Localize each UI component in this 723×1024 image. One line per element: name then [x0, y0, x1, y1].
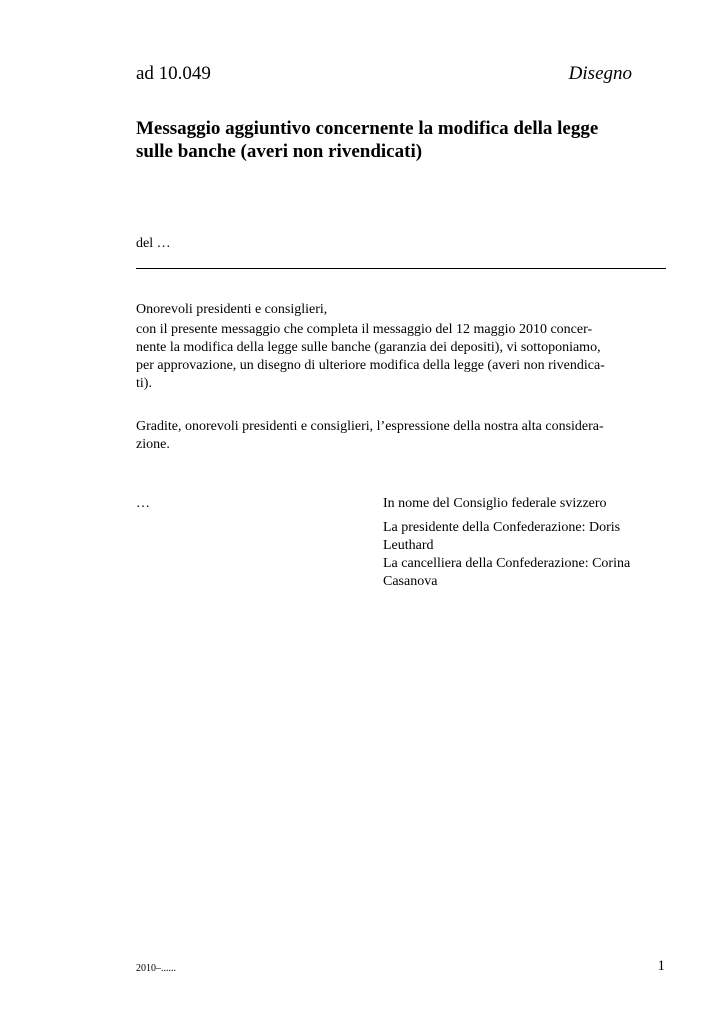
paragraph-line: per approvazione, un disegno di ulteriore modifica della legge (averi non rivendica-	[136, 358, 605, 373]
document-type-label: Disegno	[568, 63, 632, 84]
page-number: 1	[657, 958, 665, 974]
horizontal-rule	[136, 268, 666, 269]
signature-line: La cancelliera della Confederazione: Corina	[383, 556, 631, 571]
signature-council: In nome del Consiglio federale svizzero	[383, 496, 607, 511]
signature-chancellor	[383, 555, 666, 591]
signature-president	[383, 519, 666, 555]
signature-place-date: …	[136, 496, 150, 511]
paragraph-line: Gradite, onorevoli presidenti e consiglieri, l’espressione della nostra alta considera-	[136, 419, 604, 434]
date-line: del …	[136, 236, 171, 251]
paragraph-line: con il presente messaggio che completa il messaggio del 12 maggio 2010 concer-	[136, 322, 593, 337]
document-title	[136, 117, 656, 163]
paragraph-line: zione.	[136, 437, 170, 452]
footer-code: 2010–......	[136, 963, 176, 974]
paragraph-line: nente la modifica della legge sulle banche (garanzia dei depositi), vi sottoponiamo,	[136, 340, 601, 355]
paragraph-closing	[136, 418, 666, 454]
signature-line: Leuthard	[383, 538, 434, 553]
document-reference: ad 10.049	[136, 63, 211, 84]
signature-line: La presidente della Confederazione: Doris	[383, 520, 621, 535]
document-title-line: sulle banche (averi non rivendicati)	[136, 141, 423, 162]
document-title-line: Messaggio aggiuntivo concernente la modifica della legge	[136, 118, 599, 139]
salutation: Onorevoli presidenti e consiglieri,	[136, 302, 328, 317]
paragraph-message	[136, 321, 666, 393]
signature-block	[383, 495, 666, 591]
signature-line: Casanova	[383, 574, 438, 589]
paragraph-line: ti).	[136, 376, 152, 391]
